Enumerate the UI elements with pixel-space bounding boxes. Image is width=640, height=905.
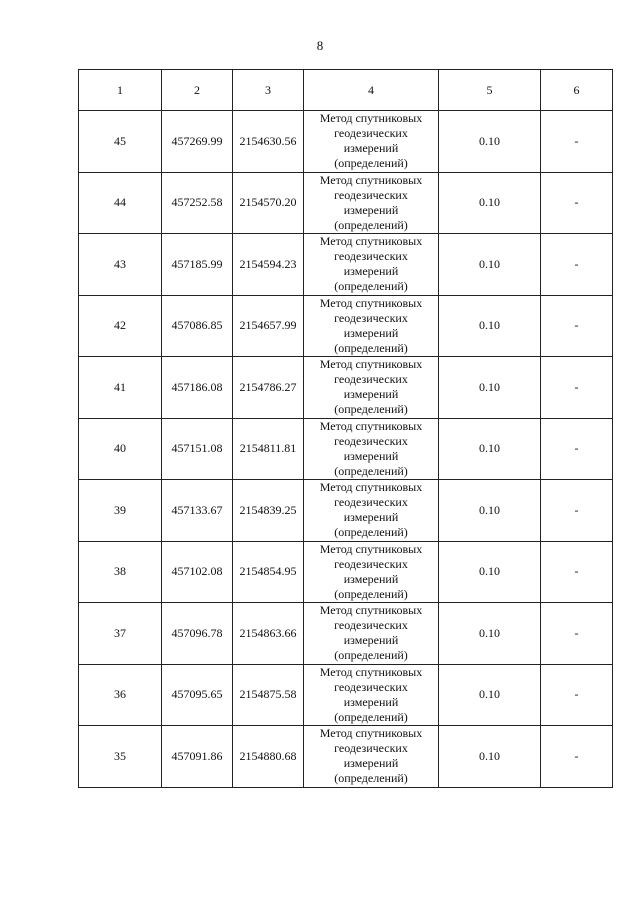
x-coordinate-cell: 457269.99 [162, 111, 233, 173]
table-row [79, 418, 613, 480]
method-cell [304, 541, 439, 603]
method-text-line: геодезических [334, 495, 408, 510]
note-cell: - [541, 418, 613, 480]
column-header-6: 6 [541, 70, 613, 111]
method-text-line: (определений) [334, 709, 408, 724]
method-text-line: измерений [343, 633, 399, 648]
method-text-line: (определений) [334, 648, 408, 663]
x-coordinate-cell: 457185.99 [162, 234, 233, 296]
method-text-line: измерений [343, 571, 399, 586]
table-header [79, 70, 613, 111]
table-body [79, 111, 613, 788]
method-text-line: геодезических [334, 679, 408, 694]
method-text-line: Метод спутниковых [319, 111, 423, 126]
method-text-line: геодезических [334, 433, 408, 448]
table-row [79, 664, 613, 726]
point-number-cell: 42 [79, 295, 162, 357]
method-text-line: геодезических [334, 556, 408, 571]
table-row [79, 172, 613, 234]
x-coordinate-cell: 457096.78 [162, 603, 233, 665]
column-header-4: 4 [304, 70, 439, 111]
point-number-cell: 41 [79, 357, 162, 419]
method-text-line: измерений [343, 510, 399, 525]
accuracy-cell: 0.10 [439, 418, 541, 480]
method-text-line: Метод спутниковых [319, 234, 423, 249]
method-text-line: Метод спутниковых [319, 664, 423, 679]
note-cell: - [541, 664, 613, 726]
method-text-line: геодезических [334, 741, 408, 756]
coordinates-table [78, 69, 613, 788]
method-text-line: измерений [343, 325, 399, 340]
accuracy-cell: 0.10 [439, 234, 541, 296]
method-cell [304, 234, 439, 296]
method-text-line: измерений [343, 448, 399, 463]
table-row [79, 111, 613, 173]
x-coordinate-cell: 457086.85 [162, 295, 233, 357]
accuracy-cell: 0.10 [439, 172, 541, 234]
method-text-line: (определений) [334, 279, 408, 294]
x-coordinate-cell: 457252.58 [162, 172, 233, 234]
note-cell: - [541, 603, 613, 665]
point-number-cell: 35 [79, 726, 162, 788]
method-text-line: (определений) [334, 217, 408, 232]
table-row [79, 603, 613, 665]
method-text-line: Метод спутниковых [319, 295, 423, 310]
method-cell [304, 726, 439, 788]
table-row [79, 357, 613, 419]
table-row [79, 480, 613, 542]
accuracy-cell: 0.10 [439, 541, 541, 603]
page-number: 8 [316, 38, 324, 53]
x-coordinate-cell: 457095.65 [162, 664, 233, 726]
method-cell [304, 480, 439, 542]
accuracy-cell: 0.10 [439, 295, 541, 357]
accuracy-cell: 0.10 [439, 357, 541, 419]
method-cell [304, 172, 439, 234]
method-text-line: измерений [343, 387, 399, 402]
x-coordinate-cell: 457151.08 [162, 418, 233, 480]
accuracy-cell: 0.10 [439, 480, 541, 542]
method-cell [304, 295, 439, 357]
point-number-cell: 39 [79, 480, 162, 542]
method-text-line: (определений) [334, 771, 408, 786]
y-coordinate-cell: 2154570.20 [233, 172, 304, 234]
point-number-cell: 36 [79, 664, 162, 726]
method-text-line: (определений) [334, 586, 408, 601]
y-coordinate-cell: 2154594.23 [233, 234, 304, 296]
accuracy-cell: 0.10 [439, 664, 541, 726]
method-cell [304, 418, 439, 480]
point-number-cell: 40 [79, 418, 162, 480]
header-row [79, 70, 613, 111]
x-coordinate-cell: 457186.08 [162, 357, 233, 419]
method-text-line: (определений) [334, 340, 408, 355]
table-row [79, 541, 613, 603]
method-text-line: измерений [343, 202, 399, 217]
point-number-cell: 38 [79, 541, 162, 603]
column-header-2: 2 [162, 70, 233, 111]
y-coordinate-cell: 2154811.81 [233, 418, 304, 480]
x-coordinate-cell: 457091.86 [162, 726, 233, 788]
note-cell: - [541, 357, 613, 419]
method-text-line: Метод спутниковых [319, 603, 423, 618]
table-row [79, 295, 613, 357]
note-cell: - [541, 726, 613, 788]
method-text-line: геодезических [334, 126, 408, 141]
y-coordinate-cell: 2154786.27 [233, 357, 304, 419]
method-text-line: геодезических [334, 618, 408, 633]
table-row [79, 234, 613, 296]
method-cell [304, 603, 439, 665]
note-cell: - [541, 480, 613, 542]
method-text-line: геодезических [334, 372, 408, 387]
method-cell [304, 111, 439, 173]
method-text-line: геодезических [334, 310, 408, 325]
method-text-line: измерений [343, 694, 399, 709]
y-coordinate-cell: 2154854.95 [233, 541, 304, 603]
y-coordinate-cell: 2154657.99 [233, 295, 304, 357]
method-text-line: геодезических [334, 187, 408, 202]
note-cell: - [541, 234, 613, 296]
method-text-line: (определений) [334, 156, 408, 171]
method-text-line: (определений) [334, 402, 408, 417]
x-coordinate-cell: 457133.67 [162, 480, 233, 542]
method-cell [304, 664, 439, 726]
method-text-line: Метод спутниковых [319, 726, 423, 741]
column-header-5: 5 [439, 70, 541, 111]
column-header-3: 3 [233, 70, 304, 111]
method-text-line: Метод спутниковых [319, 480, 423, 495]
point-number-cell: 45 [79, 111, 162, 173]
y-coordinate-cell: 2154839.25 [233, 480, 304, 542]
method-text-line: Метод спутниковых [319, 418, 423, 433]
accuracy-cell: 0.10 [439, 603, 541, 665]
y-coordinate-cell: 2154863.66 [233, 603, 304, 665]
accuracy-cell: 0.10 [439, 111, 541, 173]
method-text-line: (определений) [334, 463, 408, 478]
note-cell: - [541, 295, 613, 357]
method-text-line: (определений) [334, 525, 408, 540]
method-text-line: измерений [343, 141, 399, 156]
note-cell: - [541, 541, 613, 603]
note-cell: - [541, 111, 613, 173]
point-number-cell: 43 [79, 234, 162, 296]
method-cell [304, 357, 439, 419]
x-coordinate-cell: 457102.08 [162, 541, 233, 603]
method-text-line: измерений [343, 756, 399, 771]
method-text-line: Метод спутниковых [319, 172, 423, 187]
y-coordinate-cell: 2154875.58 [233, 664, 304, 726]
y-coordinate-cell: 2154880.68 [233, 726, 304, 788]
method-text-line: геодезических [334, 249, 408, 264]
accuracy-cell: 0.10 [439, 726, 541, 788]
method-text-line: Метод спутниковых [319, 541, 423, 556]
note-cell: - [541, 172, 613, 234]
method-text-line: Метод спутниковых [319, 357, 423, 372]
point-number-cell: 37 [79, 603, 162, 665]
method-text-line: измерений [343, 264, 399, 279]
y-coordinate-cell: 2154630.56 [233, 111, 304, 173]
point-number-cell: 44 [79, 172, 162, 234]
table-row [79, 726, 613, 788]
column-header-1: 1 [79, 70, 162, 111]
